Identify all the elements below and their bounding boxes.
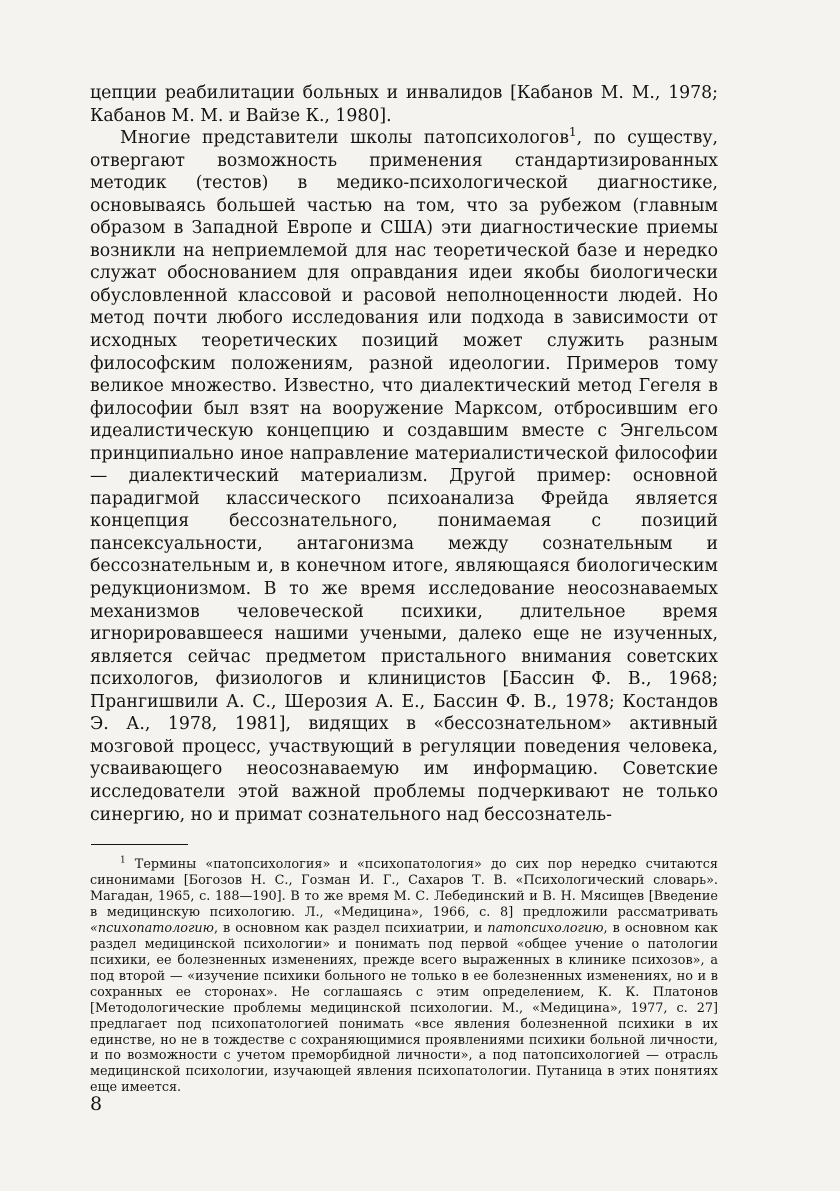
footnote-emphasis-2: патопсихологию	[487, 920, 604, 936]
paragraph-main	[90, 127, 718, 826]
paragraph-continued: цепции реабилитации больных и инвалидов [Кабанов М. М., 1978; Кабанов М. М. и Вайзе К., 1980].	[90, 83, 718, 126]
book-page	[90, 82, 718, 1096]
main-text	[90, 82, 718, 826]
footnote-emphasis-1: «психопатологию	[90, 920, 214, 936]
footnote	[90, 857, 718, 1096]
footnote-number: 1	[120, 855, 126, 866]
footnote-separator	[91, 844, 188, 845]
paragraph-main-start: Многие представители школы патопсихологов	[120, 128, 569, 149]
page-number: 8	[90, 1093, 103, 1115]
footnote-reference: 1	[568, 125, 577, 140]
footnote-text-1: Термины «патопсихология» и «психопатология» до сих пор нередко считаются синонимами [Богозов Н. С., Гозман И. Г., Сахаров Т. В. «Психологический словарь». Магадан, 1965, с. 188—190]. В то же время М. С. Лебединский и В. Н. Мясищев [Введение в медицинскую психологию. Л., «Медицина», 1966, с. 8] предложили рассматривать	[90, 857, 718, 920]
footnote-text-3: , в основном как раздел медицинской психологии» и понимать под первой «общее учение о патологии психики, ее болезненных изменениях, прежде всего выраженных в клинике психозов», а под второй — «изучение психики больного не только в ее болезненных изменениях, но и в сохранных ее сторонах». Не соглашаясь с этим определением, К. К. Платонов [Методологические проблемы медицинской психологии. М., «Медицина», 1977, с. 27] предлагает под психопатологией понимать «все явления болезненной психики в их единстве, но не в тождестве с сохраняющимися проявлениями психики больной личности, и по возможности с учетом преморбидной личности», а под патопсихологией — отрасль медицинской психологии, изучающей явления психопатологии. Путаница в этих понятиях еще имеется.	[90, 920, 718, 1096]
footnote-text-2: , в основном как раздел психиатрии, и	[213, 920, 488, 936]
paragraph-main-rest: , по существу, отвергают возможность применения стандартизированных методик (тестов) в медико-психологической диагностике, основываясь большей частью на том, что за рубежом (главным образом в Западной Европе и США) эти диагностические приемы возникли на неприемлемой для нас теоретической базе и нередко служат обоснованием для оправдания идеи якобы биологически обусловленной классовой и расовой неполноценности людей. Но метод почти любого исследования или подхода в зависимости от исходных теоретических позиций может служить разным философским положениям, разной идеологии. Примеров тому великое множество. Известно, что диалектический метод Гегеля в философии был взят на вооружение Марксом, отбросившим его идеалистическую концепцию и создавшим вместе с Энгельсом принципиально иное направление материалистической философии — диалектический материализм. Другой пример: основной парадигмой классического психоанализа Фрейда является концепция бессознательного, понимаемая с позиций пансексуальности, антагонизма между сознательным и бессознательным и, в конечном итоге, являющаяся биологическим редукционизмом. В то же время исследование неосознаваемых механизмов человеческой психики, длительное время игнорировавшееся нашими учеными, далеко еще не изученных, является сейчас предметом пристального внимания советских психологов, физиологов и клиницистов [Бассин Ф. В., 1968; Прангишвили А. С., Шерозия А. Е., Бассин Ф. В., 1978; Костандов Э. А., 1978, 1981], видящих в «бессознательном» активный мозговой процесс, участвующий в регуляции поведения человека, усваивающего неосознаваемую им информацию. Советские исследователи этой важной проблемы подчеркивают не только синергию, но и примат сознательного над бессознатель-	[90, 128, 718, 825]
